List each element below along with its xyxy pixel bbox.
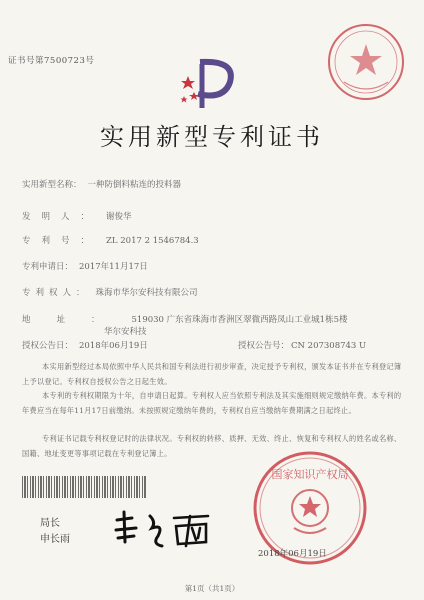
field-inventor-label: 发明人：: [22, 212, 101, 222]
field-filing-date-value: 2017年11月17日: [79, 262, 148, 272]
barcode: [22, 476, 147, 498]
cnipa-logo-icon: [178, 56, 240, 112]
field-filing-date-label: 专利申请日：: [22, 262, 74, 272]
director-name: 申长雨: [40, 534, 70, 545]
seal-text: 国家知识产权局: [271, 468, 349, 481]
top-right-seal: [326, 22, 406, 102]
paragraph-grant: 本实用新型经过本局依照中华人民共和国专利法进行初步审查，决定授予专利权，颁发本证书并在专利登记簿上予以登记。专利权自授权公告之日起生效。: [22, 362, 402, 386]
director-signature-icon: [112, 510, 222, 550]
field-address-label: 地址：: [22, 315, 126, 325]
field-patentee-label: 专利权人：: [22, 288, 90, 298]
field-patentee-value: 珠海市华尔安科技有限公司: [95, 288, 198, 298]
field-grant-number: [238, 339, 366, 351]
field-inventor-value: 谢俊华: [106, 212, 132, 222]
field-name-label: 实用新型名称：: [22, 180, 82, 190]
field-grant-number-value: CN 207308743 U: [291, 341, 367, 351]
field-grant-date-value: 2018年06月19日: [79, 341, 148, 351]
field-filing-date: [22, 260, 148, 272]
field-grant-date: [22, 339, 148, 351]
page-title: 实用新型专利证书: [100, 123, 324, 151]
field-inventor: [22, 210, 132, 222]
field-address-line-2: 华尔安科技: [104, 327, 147, 337]
field-name-value: 一种防倒料粘连的投料器: [87, 180, 182, 190]
field-patent-number: [22, 234, 199, 246]
field-name: [22, 178, 181, 190]
paragraph-term: 本专利的专利权期限为十年，自申请日起算。专利权人应当依照专利法及其实施细则规定缴纳年费。本专利的年费应当在每年11月17日前缴纳。未按照规定缴纳年费的，专利权自应当缴纳年费期满之日起终止。: [22, 391, 402, 415]
seal-date: 2018年06月19日: [258, 549, 327, 559]
field-grant-number-label: 授权公告号：: [238, 341, 290, 351]
certificate-number: 证书号第7500723号: [8, 56, 95, 66]
director-title: 局长: [40, 518, 60, 529]
field-address-value: 519030 广东省珠海市香洲区翠微西路凤山工业城1栋5楼: [131, 315, 348, 325]
field-grant-date-label: 授权公告日：: [22, 341, 74, 351]
field-patent-number-value: ZL 2017 2 1546784.3: [106, 236, 199, 246]
field-patent-number-label: 专利号：: [22, 236, 101, 246]
field-patentee: [22, 286, 198, 298]
paragraph-record: 专利证书记载专利权登记时的法律状况。专利权的转移、质押、无效、终止、恢复和专利权人的姓名或名称、国籍、地址变更等事项记载在专利登记簿上。: [22, 434, 402, 458]
page-footer: 第1页（共1页）: [184, 584, 240, 593]
field-address: [22, 313, 347, 325]
